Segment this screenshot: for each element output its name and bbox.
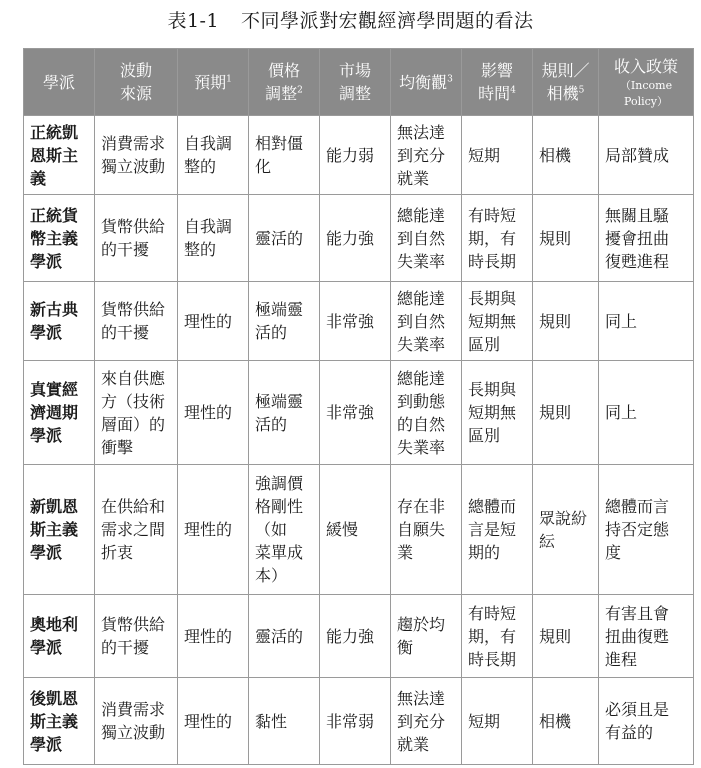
cell-rule: 相機 (533, 116, 599, 195)
table-row (24, 195, 694, 282)
cell-source: 貨幣供給 的干擾 (95, 595, 178, 678)
table-row (24, 116, 694, 195)
cell-source: 來自供應 方（技術 層面）的 衝擊 (95, 361, 178, 465)
cell-equilibrium: 無法達 到充分 就業 (391, 678, 462, 765)
cell-expectation: 理性的 (178, 595, 249, 678)
cell-equilibrium: 總能達 到動態 的自然 失業率 (391, 361, 462, 465)
footnote-marker: 3 (447, 74, 453, 85)
cell-time: 有時短 期，有 時長期 (462, 595, 533, 678)
table-row (24, 282, 694, 361)
cell-market: 非常強 (320, 282, 391, 361)
cell-expectation: 自我調 整的 (178, 195, 249, 282)
cell-price: 強調價 格剛性 （如 菜單成 本） (249, 465, 320, 595)
cell-equilibrium: 總能達 到自然 失業率 (391, 282, 462, 361)
cell-income: 同上 (599, 361, 694, 465)
cell-source: 貨幣供給 的干擾 (95, 282, 178, 361)
cell-equilibrium: 總能達 到自然 失業率 (391, 195, 462, 282)
footnote-marker: 1 (226, 74, 232, 85)
cell-time: 短期 (462, 678, 533, 765)
cell-equilibrium: 存在非 自願失 業 (391, 465, 462, 595)
cell-market: 非常弱 (320, 678, 391, 765)
col-price-header (249, 49, 320, 116)
table-row (24, 361, 694, 465)
header-label: 市場 調整 (338, 61, 371, 103)
header-label: 學派 (42, 72, 75, 92)
header-sublabel: （Income Policy） (619, 78, 673, 108)
cell-market: 非常強 (320, 361, 391, 465)
footnote-marker: 2 (297, 85, 303, 96)
cell-time: 有時短 期，有 時長期 (462, 195, 533, 282)
cell-rule: 規則 (533, 282, 599, 361)
table-title: 不同學派對宏觀經濟學問題的看法 (241, 10, 534, 32)
cell-rule: 規則 (533, 195, 599, 282)
cell-rule: 相機 (533, 678, 599, 765)
schools-comparison-table (23, 48, 694, 765)
cell-income: 有害且會 扭曲復甦 進程 (599, 595, 694, 678)
cell-equilibrium: 趨於均 衡 (391, 595, 462, 678)
cell-market: 能力強 (320, 195, 391, 282)
cell-income: 總體而言 持否定態 度 (599, 465, 694, 595)
cell-income: 局部贊成 (599, 116, 694, 195)
cell-price: 靈活的 (249, 195, 320, 282)
cell-school: 新古典 學派 (24, 282, 95, 361)
header-label: 收入政策 (613, 56, 678, 76)
cell-rule: 規則 (533, 361, 599, 465)
cell-expectation: 理性的 (178, 282, 249, 361)
col-equilibrium-header (391, 49, 462, 116)
cell-school: 正統貨 幣主義 學派 (24, 195, 95, 282)
cell-school: 新凱恩 斯主義 學派 (24, 465, 95, 595)
header-label: 價格 調整 (265, 61, 300, 103)
table-row (24, 595, 694, 678)
col-market-header (320, 49, 391, 116)
cell-source: 消費需求 獨立波動 (95, 116, 178, 195)
table-row (24, 465, 694, 595)
col-rule-header (533, 49, 599, 116)
header-label: 波動 來源 (119, 61, 152, 103)
cell-school: 後凱恩 斯主義 學派 (24, 678, 95, 765)
table-row (24, 678, 694, 765)
col-expectation-header (178, 49, 249, 116)
col-time-header (462, 49, 533, 116)
table-number: 表1-1 (167, 10, 220, 32)
cell-equilibrium: 無法達 到充分 就業 (391, 116, 462, 195)
cell-time: 總體而 言是短 期的 (462, 465, 533, 595)
cell-source: 消費需求 獨立波動 (95, 678, 178, 765)
cell-income: 必須且是 有益的 (599, 678, 694, 765)
cell-market: 緩慢 (320, 465, 391, 595)
cell-rule: 眾說紛 紜 (533, 465, 599, 595)
header-row (24, 49, 694, 116)
cell-income: 無關且騷 擾會扭曲 復甦進程 (599, 195, 694, 282)
cell-school: 正統凱 恩斯主 義 (24, 116, 95, 195)
col-source-header (95, 49, 178, 116)
cell-price: 極端靈 活的 (249, 361, 320, 465)
cell-source: 在供給和 需求之間 折衷 (95, 465, 178, 595)
cell-price: 極端靈 活的 (249, 282, 320, 361)
footnote-marker: 4 (510, 85, 516, 96)
cell-price: 相對僵 化 (249, 116, 320, 195)
cell-market: 能力強 (320, 595, 391, 678)
cell-time: 短期 (462, 116, 533, 195)
header-label: 均衡觀 (399, 72, 448, 92)
cell-income: 同上 (599, 282, 694, 361)
cell-market: 能力弱 (320, 116, 391, 195)
header-label: 預期 (194, 72, 227, 92)
cell-source: 貨幣供給 的干擾 (95, 195, 178, 282)
cell-expectation: 理性的 (178, 465, 249, 595)
cell-time: 長期與 短期無 區別 (462, 361, 533, 465)
col-school-header (24, 49, 95, 116)
cell-expectation: 理性的 (178, 678, 249, 765)
table-caption (0, 6, 701, 33)
header-label: 影響 時間 (478, 61, 513, 103)
footnote-marker: 5 (578, 85, 585, 96)
cell-school: 真實經 濟週期 學派 (24, 361, 95, 465)
cell-expectation: 自我調 整的 (178, 116, 249, 195)
header-label: 規則／ 相機 (541, 61, 590, 103)
cell-time: 長期與 短期無 區別 (462, 282, 533, 361)
cell-price: 黏性 (249, 678, 320, 765)
cell-school: 奧地利 學派 (24, 595, 95, 678)
cell-rule: 規則 (533, 595, 599, 678)
cell-expectation: 理性的 (178, 361, 249, 465)
cell-price: 靈活的 (249, 595, 320, 678)
col-income-header (599, 49, 694, 116)
